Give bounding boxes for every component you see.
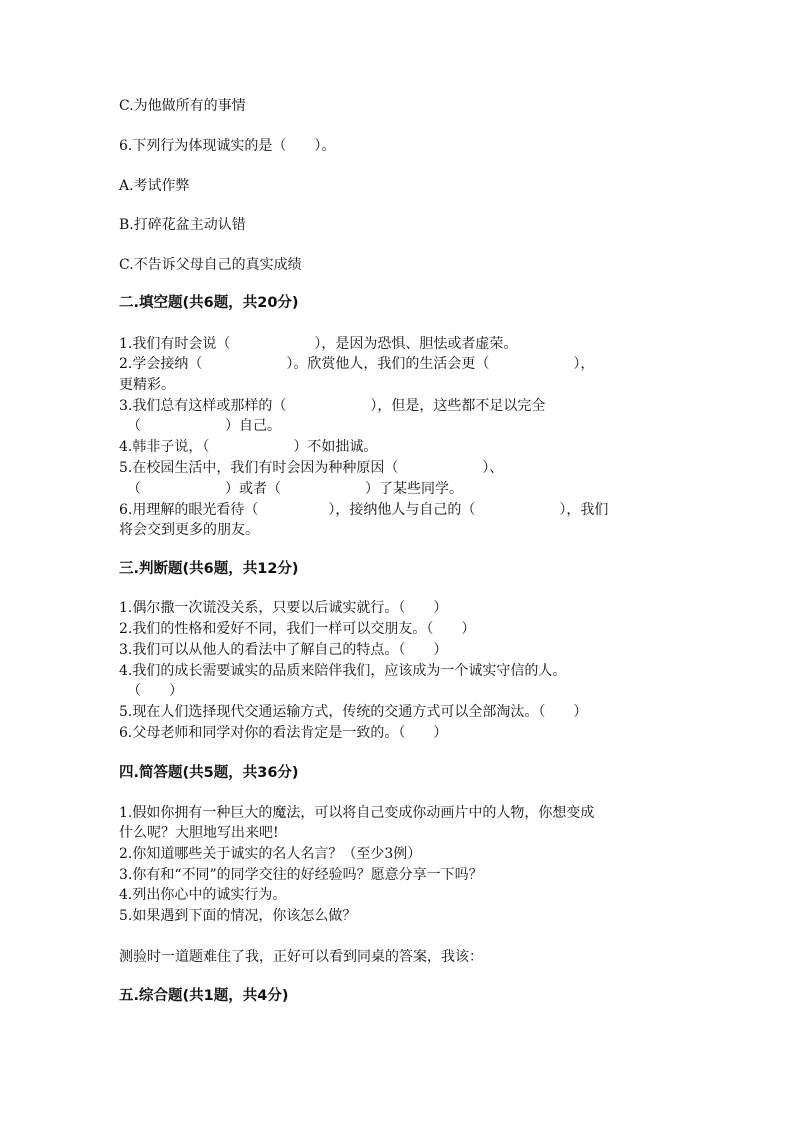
q6-option-b: B.打碎花盆主动认错 [119,217,246,233]
short-answer-1-cont: 什么呢？大胆地写出来吧! [119,825,279,841]
fill-blank-1: 1.我们有时会说（ ），是因为恐惧、胆怯或者虚荣。 [119,336,518,352]
fill-blank-3: 3.我们总有这样或那样的（ ），但是，这些都不足以完全 [119,398,546,414]
fill-blank-5: 5.在校园生活中，我们有时会因为种种原因（ ）、 [119,460,504,476]
fill-blank-3-cont: （ ）自己。 [127,418,281,434]
short-answer-3: 3.你有和“不同”的同学交往的好经验吗？愿意分享一下吗？ [119,867,483,883]
short-answer-5: 5.如果遇到下面的情况，你该怎么做？ [119,908,357,924]
section-2-title: 二.填空题(共6题，共20分) [119,295,299,311]
q6-option-c: C.不告诉父母自己的真实成绩 [119,257,302,273]
prev-option-c: C.为他做所有的事情 [119,98,246,114]
short-answer-4: 4.列出你心中的诚实行为。 [119,887,287,903]
judge-5: 5.现在人们选择现代交通运输方式，传统的交通方式可以全部淘汰。（ ） [119,704,588,720]
short-answer-1: 1.假如你拥有一种巨大的魔法，可以将自己变成你动画片中的人物，你想变成 [119,805,595,821]
fill-blank-2: 2.学会接纳（ ）。欣赏他人，我们的生活会更（ ）， [119,356,595,372]
section-3-title: 三.判断题(共6题，共12分) [119,561,299,577]
judge-1: 1.偶尔撒一次谎没关系，只要以后诚实就行。（ ） [119,600,448,616]
judge-6: 6.父母老师和同学对你的看法肯定是一致的。（ ） [119,725,448,741]
fill-blank-4: 4.韩非子说，（ ）不如拙诚。 [119,439,378,455]
section-4-title: 四.简答题(共5题，共36分) [119,765,299,781]
section-5-title: 五.综合题(共1题，共4分) [119,988,289,1004]
judge-4: 4.我们的成长需要诚实的品质来陪伴我们，应该成为一个诚实守信的人。 [119,663,567,679]
q6-stem: 6.下列行为体现诚实的是（ ）。 [119,138,336,154]
judge-4-cont: （ ） [127,683,183,699]
judge-2: 2.我们的性格和爱好不同，我们一样可以交朋友。（ ） [119,621,476,637]
fill-blank-5-cont: （ ）或者（ ）了某些同学。 [127,481,463,497]
short-answer-5-scenario: 测验时一道题难住了我，正好可以看到同桌的答案，我该： [119,949,483,965]
short-answer-2: 2.你知道哪些关于诚实的名人名言？（至少3例） [119,846,422,862]
fill-blank-6: 6.用理解的眼光看待（ ），接纳他人与自己的（ ），我们 [119,502,609,518]
judge-3: 3.我们可以从他人的看法中了解自己的特点。（ ） [119,642,448,658]
fill-blank-2-cont: 更精彩。 [119,377,175,393]
fill-blank-6-cont: 将会交到更多的朋友。 [119,522,259,538]
q6-option-a: A.考试作弊 [119,178,190,194]
